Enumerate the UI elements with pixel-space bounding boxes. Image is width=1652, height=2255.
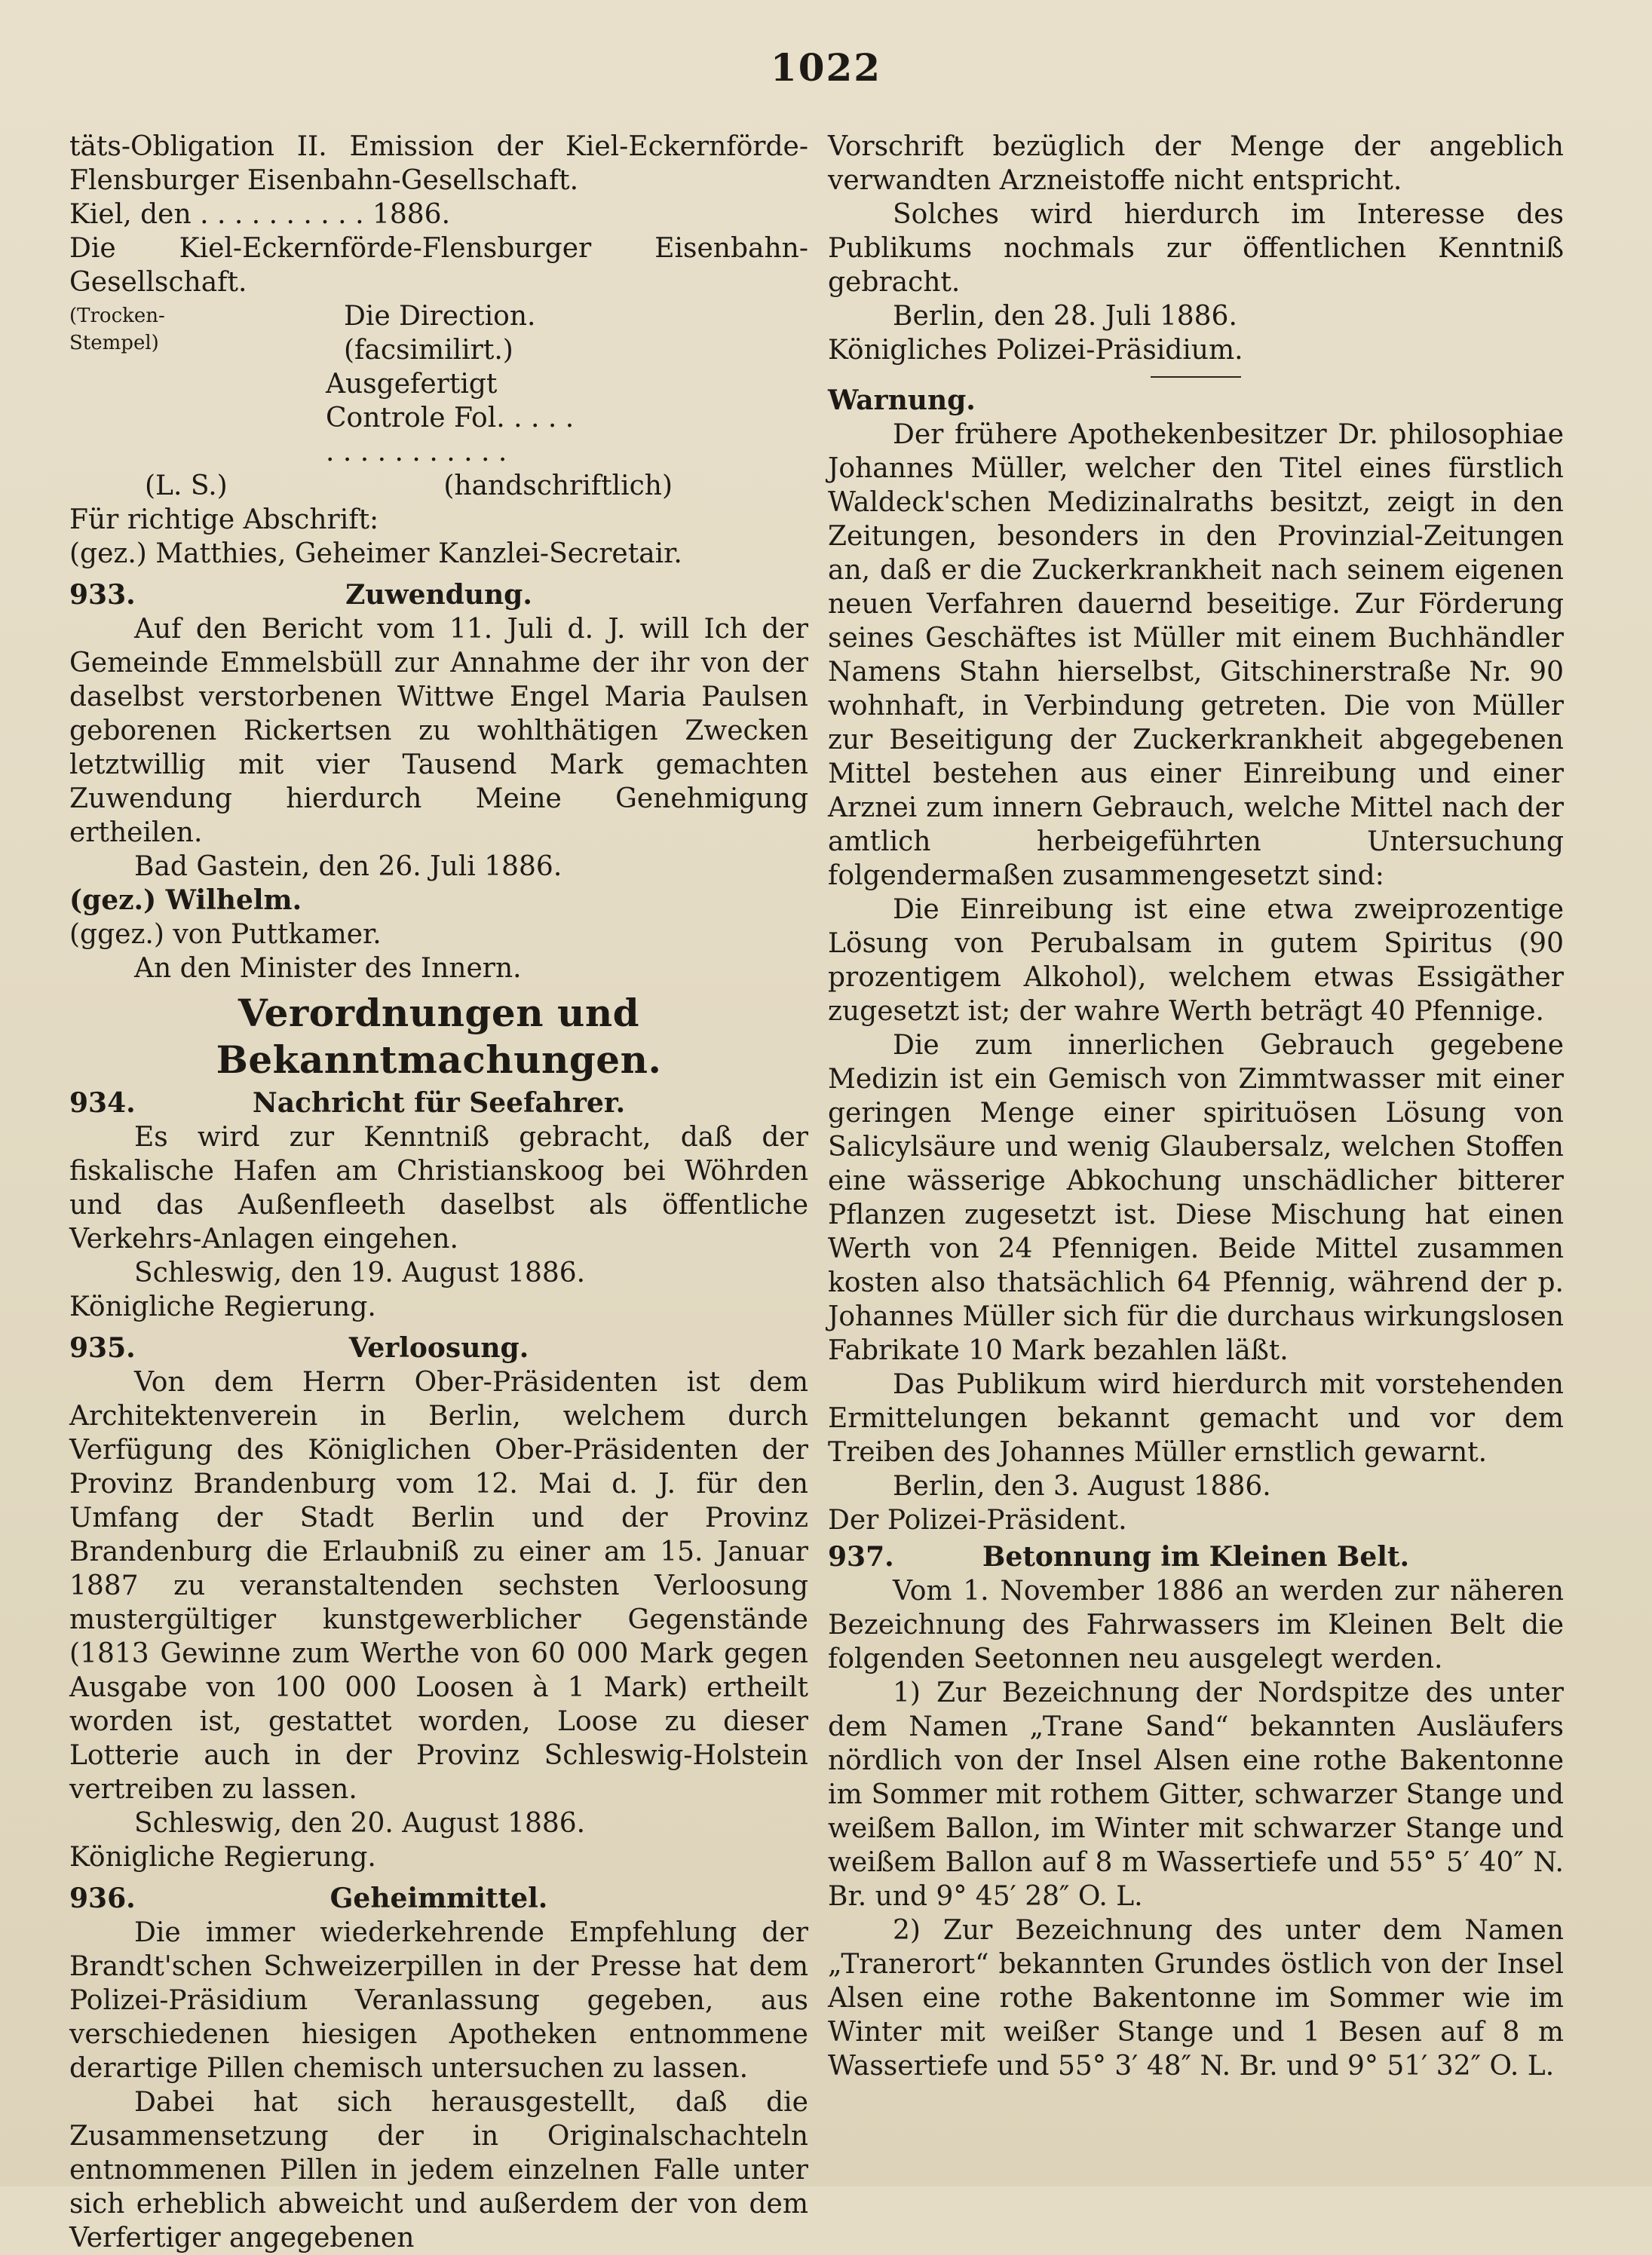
section-heading-937 (828, 1540, 1564, 1574)
section-number: 933. (69, 579, 136, 611)
section-934-text: Es wird zur Kenntniß gebracht, daß der fiskalische Hafen am Christianskoog bei Wöhrden und das Außenfleeth daselbst als öffentliche Verkehrs-Anlagen eingehen. (69, 1122, 808, 1255)
copy-signature: (gez.) Matthies, Geheimer Kanzlei-Secretair. (69, 538, 682, 569)
section-title: Geheimmittel. (329, 1883, 548, 1914)
section-number: 935. (69, 1332, 136, 1364)
section-title: Nachricht für Seefahrer. (252, 1087, 626, 1119)
section-935-signature: Königliche Regierung. (69, 1842, 376, 1873)
place-date-line: Berlin, den 28. Juli 1886. (893, 301, 1237, 332)
section-933-addressee: An den Minister des Innern. (134, 953, 522, 984)
right-column (828, 130, 1564, 2083)
divider (1151, 376, 1241, 378)
section-heading-935 (69, 1331, 808, 1365)
section-937-item-1: 1) Zur Bezeichnung der Nordspitze des unter dem Namen „Trane Sand“ bekannten Ausläufers nördlich von der Insel Alsen eine rothe Bakentonne im Sommer mit rothem Gitter, schwarzer Stange und weißem Ballon, im Winter mit schwarzer Stange und weißem Ballon auf 8 m Wassertiefe und 55° 5′ 40″ N. Br. und 9° 45′ 28″ O. L. (828, 1677, 1564, 1912)
left-column (69, 130, 808, 2255)
section-934-signature: Königliche Regierung. (69, 1291, 376, 1322)
continued-text: täts-Obligation II. Emission der Kiel-Eckernförde-Flensburger Eisenbahn-Gesellschaft. (69, 131, 808, 196)
warning-title: Warnung. (828, 385, 976, 416)
section-933-text: Auf den Bericht vom 11. Juli d. J. will Ich der Gemeinde Emmelsbüll zur Annahme der ihr von der daselbst verstorbenen Wittwe Engel Maria Paulsen geborenen Rickertsen zu wohlthätigen Zwecken letztwillig mit vier Tausend Mark gemachten Zuwendung hierdurch Meine Genehmigung ertheilen. (69, 614, 808, 848)
section-number: 936. (69, 1883, 136, 1914)
dry-stamp-note: (Trocken-Stempel) (69, 305, 165, 354)
direction-label: Die Direction. (344, 301, 536, 332)
place-date-line: Kiel, den . . . . . . . . . . 1886. (69, 199, 451, 230)
warning-text-1: Der frühere Apothekenbesitzer Dr. philosophiae Johannes Müller, welcher den Titel eines fürstlich Waldeck'schen Medizinalraths besitzt, zeigt in den Zeitungen, besonders in den Provinzial-Zeitungen an, daß er die Zuckerkrankheit nach seinem eigenen neuen Verfahren dauernd beseitige. Zur Förderung seines Geschäftes ist Müller mit einem Buchhändler Namens Stahn hierselbst, Gitschinerstraße Nr. 90 wohnhaft, in Verbindung getreten. Die von Müller zur Beseitigung der Zuckerkrankheit abgegebenen Mittel bestehen aus einer Einreibung und einer Arznei zum innern Gebrauch, welche Mittel nach der amtlich herbeigeführten Untersuchung folgendermaßen zusammengesetzt sind: (828, 419, 1564, 891)
section-number: 934. (69, 1087, 136, 1119)
king-signature: (gez.) Wilhelm. (69, 884, 302, 916)
section-936-text-2: Dabei hat sich herausgestellt, daß die Zusammensetzung der in Originalschachteln entnommenen Pillen in jedem einzelnen Falle unter sich erheblich abweicht und außerdem der von dem Verfertiger angegebenen (69, 2087, 808, 2253)
stamp-block (69, 299, 808, 367)
section-number: 937. (828, 1541, 894, 1573)
section-937-item-2: 2) Zur Bezeichnung des unter dem Namen „Tranerort“ bekannten Grundes östlich von der Insel Alsen eine rothe Bakentonne im Sommer wie im Winter mit weißer Stange und 1 Besen auf 8 m Wassertiefe und 55° 3′ 48″ N. Br. und 9° 51′ 32″ O. L. (828, 1915, 1564, 2082)
section-935-text: Von dem Herrn Ober-Präsidenten ist dem Architektenverein in Berlin, welchem durch Verfügung des Königlichen Ober-Präsidenten der Provinz Brandenburg vom 12. Mai d. J. für den Umfang der Stadt Berlin und der Provinz Brandenburg die Erlaubniß zu einer am 15. Januar 1887 zu veranstaltenden sechsten Verloosung mustergültiger kunstgewerblicher Gegenstände (1813 Gewinne zum Werthe von 60 000 Mark gegen Ausgabe von 100 000 Loosen à 1 Mark) ertheilt worden ist, gestattet worden, Loose zu dieser Lotterie auch in der Provinz Schleswig-Holstein vertreiben zu lassen. (69, 1367, 808, 1805)
section-936-text-1: Die immer wiederkehrende Empfehlung der Brandt'schen Schweizerpillen in der Presse hat dem Polizei-Präsidium Veranlassung gegeben, aus verschiedenen hiesigen Apotheken entnommene derartige Pillen chemisch untersuchen zu lassen. (69, 1917, 808, 2084)
section-935-place: Schleswig, den 20. August 1886. (134, 1808, 586, 1839)
company-name: Die Kiel-Eckernförde-Flensburger Eisenbahn-Gesellschaft. (69, 233, 808, 298)
seal-note: (L. S.) (145, 470, 228, 501)
section-title: Verloosung. (348, 1332, 529, 1364)
warning-place: Berlin, den 3. August 1886. (893, 1471, 1271, 1502)
copy-certification: Für richtige Abschrift: (69, 504, 379, 535)
facsimile-note: (facsimilirt.) (344, 335, 513, 366)
section-heading-934 (69, 1086, 808, 1120)
section-937-text: Vom 1. November 1886 an werden zur näheren Bezeichnung des Fahrwassers im Kleinen Belt die folgenden Seetonnen neu ausgelegt werden. (828, 1576, 1564, 1674)
section-933-signature-king (69, 884, 808, 918)
warning-text-4: Das Publikum wird hierdurch mit vorstehenden Ermittelungen bekannt gemacht und vor dem Treiben des Johannes Müller ernstlich gewarnt. (828, 1369, 1564, 1468)
issued-label: Ausgefertigt (326, 369, 498, 400)
section-934-place: Schleswig, den 19. August 1886. (134, 1258, 586, 1288)
seal-row (69, 469, 808, 503)
section-title: Zuwendung. (345, 579, 532, 611)
authority-signature: Königliches Polizei-Präsidium. (828, 335, 1243, 366)
section-heading-933 (69, 578, 808, 612)
main-heading: Verordnungen und Bekanntmachungen. (216, 991, 662, 1082)
warning-text-3: Die zum innerlichen Gebrauch gegebene Medizin ist ein Gemisch von Zimmtwasser mit einer geringen Menge einer spirituösen Lösung von Salicylsäure und wenig Glaubersalz, welchen Stoffen eine wässerige Abkochung unschädlicher bitterer Pflanzen zugesetzt ist. Diese Mischung hat einen Werth von 24 Pfennigen. Beide Mittel zusammen kosten also thatsächlich 64 Pfennig, während der p. Johannes Müller sich für die durchaus wirkungslosen Fabrikate 10 Mark bezahlen läßt. (828, 1030, 1564, 1366)
section-title: Betonnung im Kleinen Belt. (982, 1541, 1410, 1573)
publication-note: Solches wird hierdurch im Interesse des Publikums nochmals zur öffentlichen Kenntniß gebracht. (828, 199, 1564, 298)
section-heading-936 (69, 1882, 808, 1916)
dotted-line: . . . . . . . . . . . (326, 437, 507, 467)
section-933-place: Bad Gastein, den 26. Juli 1886. (134, 851, 562, 882)
warning-text-2: Die Einreibung ist eine etwa zweiprozentige Lösung von Perubalsam in gutem Spiritus (90 prozentigem Alkohol), welchem etwas Essigäther zugesetzt ist; der wahre Werth beträgt 40 Pfennige. (828, 894, 1564, 1027)
page-number: 1022 (770, 45, 882, 90)
control-folio: Controle Fol. . . . . (326, 403, 575, 434)
section-933-signature-minister: (ggez.) von Puttkamer. (69, 919, 382, 950)
warning-signature: Der Polizei-Präsident. (828, 1505, 1127, 1536)
continued-text: Vorschrift bezüglich der Menge der angeblich verwandten Arzneistoffe nicht entspricht. (828, 131, 1564, 196)
handwritten-note: (handschriftlich) (443, 470, 673, 501)
